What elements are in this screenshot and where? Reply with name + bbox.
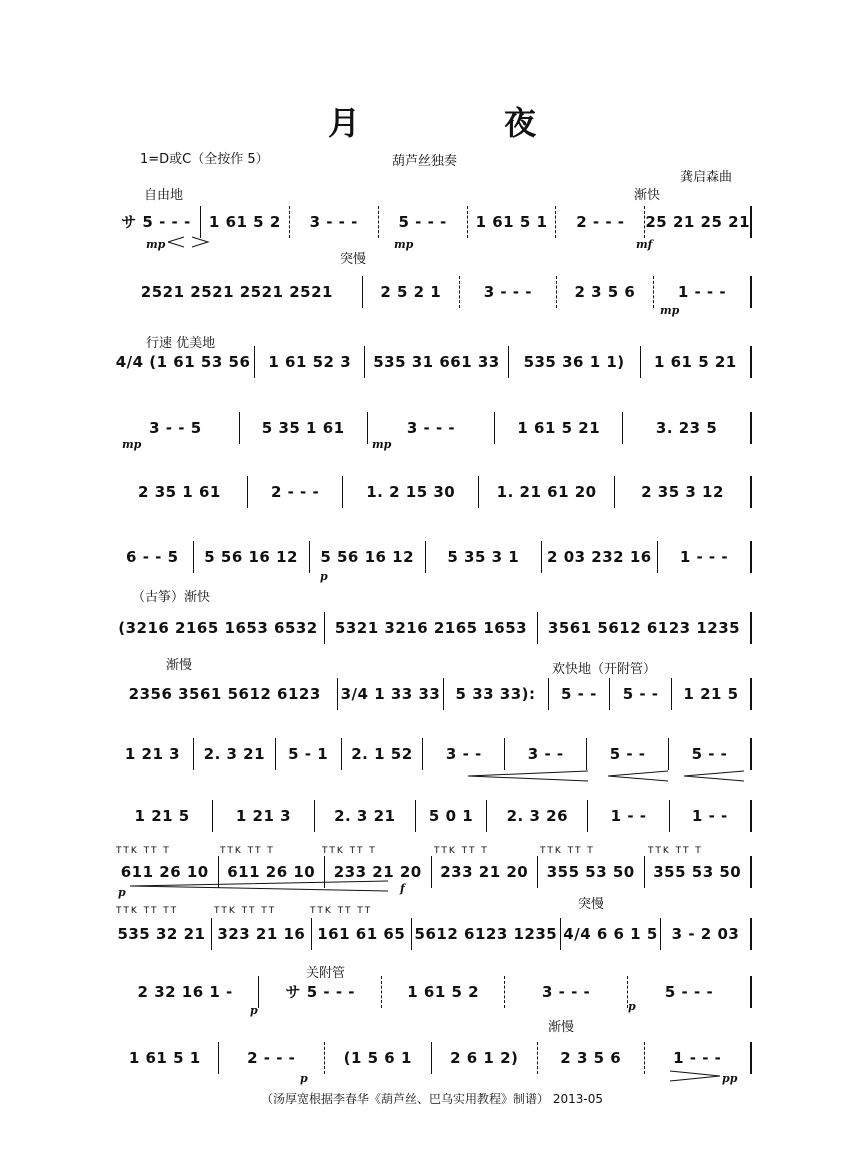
direction-jiankuai: 渐快	[634, 188, 661, 203]
dynamic-p: p	[118, 886, 126, 899]
measure: サ 5 - - -	[112, 206, 201, 238]
measure: 3 - -	[423, 738, 505, 770]
measure: 2. 3 21	[315, 800, 416, 832]
direction-xingsu: 行速 优美地	[146, 336, 216, 351]
measure: 355 53 50	[645, 856, 753, 888]
measure: 1 21 5	[672, 678, 752, 710]
measure: 3. 23 5	[623, 412, 752, 444]
tonguing-mark: TTK TT TT	[116, 906, 179, 916]
dynamic-mp: mp	[394, 238, 414, 251]
measure: 1 - - -	[658, 541, 752, 573]
direction-ziyoudi: 自由地	[144, 188, 184, 203]
row-1-measures	[112, 206, 752, 238]
dynamic-mp: mp	[122, 438, 142, 451]
subtitle: 葫芦丝独奏	[392, 154, 458, 169]
measure: 4/4 (1 61 53 56	[112, 346, 255, 378]
measure: (3216 2165 1653 6532	[112, 612, 325, 644]
tonguing-mark: TTK TT T	[322, 846, 377, 856]
hairpin-cresc-decresc	[168, 236, 208, 248]
measure: 6 - - 5	[112, 541, 194, 573]
measure: (1 5 6 1	[325, 1042, 432, 1074]
direction-huankuai: 欢快地（开附管）	[552, 662, 657, 677]
staff-row-3	[112, 346, 752, 378]
measure: 1 - -	[670, 800, 752, 832]
tonguing-mark: TTK TT TT	[214, 906, 277, 916]
measure: 1 61 5 21	[641, 346, 752, 378]
measure: 1. 21 61 20	[479, 476, 615, 508]
dynamic-mp: mp	[372, 438, 392, 451]
staff-row-2	[112, 276, 752, 308]
measure: 1 - - -	[654, 276, 752, 308]
measure: 3/4 1 33 33	[338, 678, 443, 710]
key-signature: 1=D或C（全按作 5）	[140, 152, 269, 167]
measure: 2 - - -	[556, 206, 645, 238]
measure: 3 - - -	[505, 976, 628, 1008]
measure: 2. 3 21	[194, 738, 276, 770]
measure: 2 3 5 6	[557, 276, 654, 308]
measure: 2 3 5 6	[538, 1042, 645, 1074]
measure: 5 35 1 61	[240, 412, 368, 444]
measure: 5 56 16 12	[310, 541, 426, 573]
measure: 5 - -	[669, 738, 752, 770]
measure: 5 - -	[587, 738, 669, 770]
measure: 1 - - -	[645, 1042, 753, 1074]
dynamic-mf: mf	[636, 238, 653, 251]
measure: 2 - - -	[219, 1042, 326, 1074]
measure: 2 35 3 12	[615, 476, 752, 508]
measure: 1 61 52 3	[255, 346, 365, 378]
tonguing-mark: TTK TT T	[434, 846, 489, 856]
measure: 2 5 2 1	[363, 276, 460, 308]
measure: 3 - - -	[290, 206, 379, 238]
staff-row-8	[112, 678, 752, 710]
measure: 5612 6123 1235	[412, 918, 561, 950]
dynamic-p: p	[320, 570, 328, 583]
measure: 5 - - -	[379, 206, 468, 238]
staff-row-6	[112, 541, 752, 573]
staff-row-13	[112, 976, 752, 1008]
hairpin-decrescendo	[670, 1070, 720, 1082]
staff-row-5	[112, 476, 752, 508]
measure: 535 32 21	[112, 918, 212, 950]
dynamic-p: p	[628, 1000, 636, 1013]
measure: 611 26 10	[112, 856, 219, 888]
page-title: 月 夜	[327, 104, 592, 142]
measure: 4/4 6 6 1 5	[561, 918, 661, 950]
measure: 161 61 65	[312, 918, 412, 950]
measure: 2 32 16 1 -	[112, 976, 259, 1008]
dynamic-p: p	[300, 1072, 308, 1085]
measure: 1 21 3	[213, 800, 314, 832]
measure: 2356 3561 5612 6123	[112, 678, 338, 710]
staff-row-1	[112, 206, 752, 238]
measure: 25 21 25 21	[645, 206, 752, 238]
composer: 龚启森曲	[680, 170, 733, 185]
tonguing-mark: TTK TT T	[116, 846, 171, 856]
dynamic-mp: mp	[660, 304, 680, 317]
measure: 3561 5612 6123 1235	[538, 612, 752, 644]
measure: 355 53 50	[538, 856, 645, 888]
measure: 1 61 5 1	[468, 206, 557, 238]
measure: 5 - -	[549, 678, 611, 710]
direction-guzheng: （古筝）渐快	[132, 590, 211, 605]
measure: 3 - 2 03	[661, 918, 752, 950]
measure: 3 - - -	[368, 412, 496, 444]
footer-credit: （汤厚宽根据李春华《葫芦丝、巴乌实用教程》制谱） 2013-05	[261, 1092, 603, 1106]
tonguing-mark: TTK TT T	[648, 846, 703, 856]
measure: 233 21 20	[432, 856, 539, 888]
dynamic-p: p	[250, 1004, 258, 1017]
measure: 5 56 16 12	[194, 541, 310, 573]
measure: サ 5 - - -	[259, 976, 382, 1008]
staff-row-10	[112, 800, 752, 832]
hairpin-crescendo	[130, 880, 388, 892]
direction-tuman: 突慢	[578, 897, 605, 912]
dynamic-mp: mp	[146, 238, 166, 251]
measure: 1 61 5 1	[112, 1042, 219, 1074]
tonguing-mark: TTK TT T	[540, 846, 595, 856]
measure: 5 0 1	[416, 800, 487, 832]
measure: 323 21 16	[212, 918, 312, 950]
hairpin-crescendo	[684, 770, 744, 782]
measure: 1 61 5 21	[495, 412, 623, 444]
direction-jianman: 渐慢	[548, 1020, 575, 1035]
staff-row-9	[112, 738, 752, 770]
direction-tuman: 突慢	[340, 252, 367, 267]
dynamic-f: f	[400, 882, 405, 895]
dynamic-pp: pp	[722, 1072, 738, 1085]
measure: 3 - - 5	[112, 412, 240, 444]
measure: 5 - 1	[276, 738, 342, 770]
hairpin-crescendo	[608, 770, 668, 782]
direction-guanfuguan: 关附管	[306, 966, 346, 981]
measure: 3 - -	[505, 738, 587, 770]
measure: 5 35 3 1	[426, 541, 542, 573]
measure: 5 33 33):	[444, 678, 549, 710]
measure: 5321 3216 2165 1653	[325, 612, 538, 644]
measure: 1 21 5	[112, 800, 213, 832]
measure: 3 - - -	[460, 276, 557, 308]
measure: 2521 2521 2521 2521	[112, 276, 363, 308]
measure: 1 - -	[588, 800, 669, 832]
measure: 5 - -	[610, 678, 672, 710]
measure: 2. 1 52	[342, 738, 424, 770]
measure: 535 31 661 33	[365, 346, 508, 378]
measure: 1 61 5 2	[382, 976, 505, 1008]
measure: 2 - - -	[248, 476, 343, 508]
measure: 1. 2 15 30	[343, 476, 479, 508]
measure: 2. 3 26	[487, 800, 588, 832]
measure: 2 03 232 16	[542, 541, 658, 573]
staff-row-7	[112, 612, 752, 644]
measure: 1 61 5 2	[201, 206, 290, 238]
measure: 2 6 1 2)	[432, 1042, 539, 1074]
staff-row-12	[112, 918, 752, 950]
measure: 535 36 1 1)	[509, 346, 641, 378]
hairpin-crescendo	[468, 770, 588, 782]
tonguing-mark: TTK TT TT	[310, 906, 373, 916]
tonguing-mark: TTK TT T	[220, 846, 275, 856]
measure: 233 21 20	[325, 856, 432, 888]
measure: 611 26 10	[219, 856, 326, 888]
measure: 2 35 1 61	[112, 476, 248, 508]
direction-jianman: 渐慢	[166, 658, 193, 673]
measure: 1 21 3	[112, 738, 194, 770]
measure: 5 - - -	[628, 976, 752, 1008]
staff-row-14	[112, 1042, 752, 1074]
staff-row-4	[112, 412, 752, 444]
